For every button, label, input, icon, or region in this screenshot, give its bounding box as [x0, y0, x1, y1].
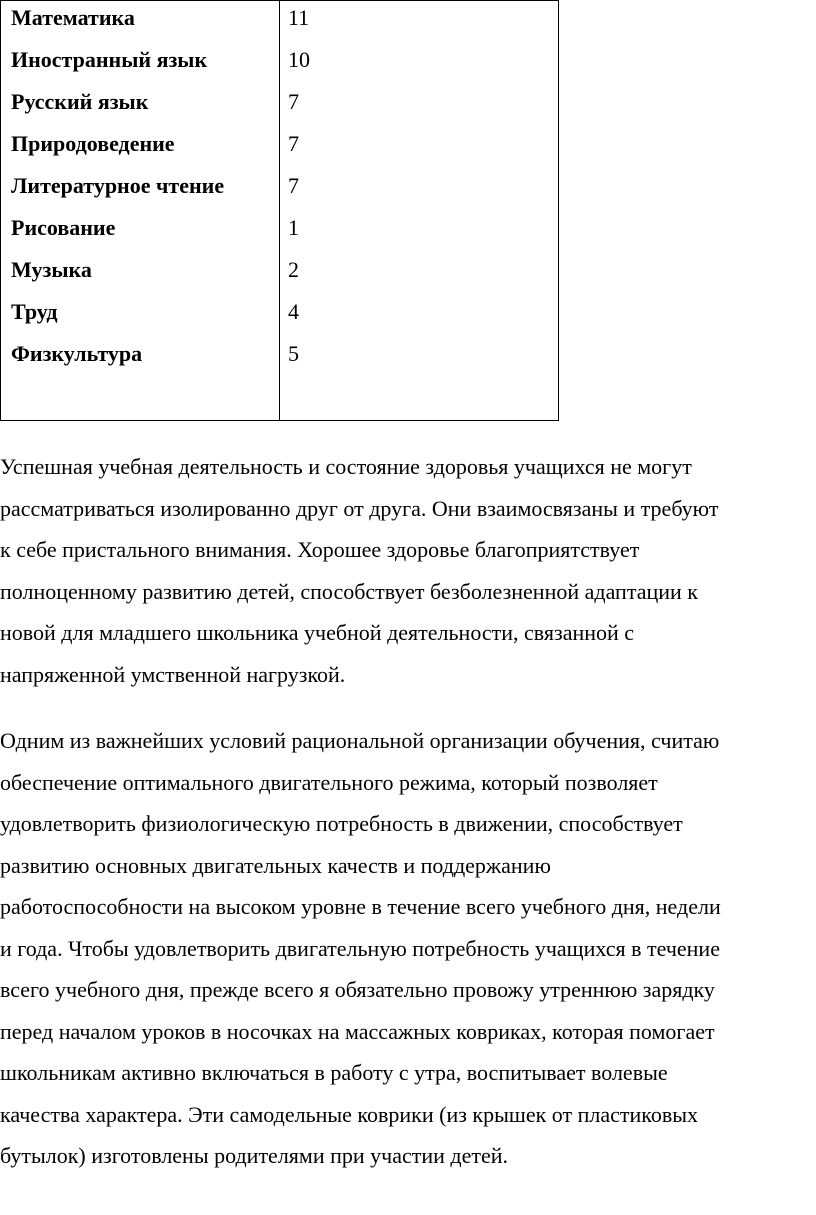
subject-name: Природоведение [11, 131, 175, 156]
subject-hours: 7 [288, 131, 299, 156]
subject-hours: 7 [288, 173, 299, 198]
paragraph-line: качества характера. Эти самодельные коврики (из крышек от пластиковых [0, 1101, 699, 1127]
subject-name: Физкультура [11, 341, 143, 366]
paragraph-line: обеспечение оптимального двигательного режима, который позволяет [0, 769, 658, 795]
paragraph-line: работоспособности на высоком уровне в течение всего учебного дня, недели [0, 894, 721, 919]
subject-names-cell [1, 1, 280, 421]
subject-hours: 4 [288, 299, 299, 324]
paragraph-line: всего учебного дня, прежде всего я обязательно провожу утреннюю зарядку [0, 977, 715, 1002]
subject-hours-list [280, 1, 558, 381]
subject-hours: 2 [288, 257, 299, 282]
paragraph-line: напряженной умственной нагрузкой. [0, 661, 346, 687]
subjects-hours-table [0, 0, 559, 421]
paragraph-line: перед началом уроков в носочках на массажных ковриках, которая помогает [0, 1018, 715, 1044]
subject-hours: 11 [288, 5, 310, 30]
paragraph-line: удовлетворить физиологическую потребность в движении, способствует [0, 811, 683, 836]
subject-name: Труд [11, 299, 58, 324]
subject-name: Математика [11, 5, 135, 30]
paragraph-line: бутылок) изготовлены родителями при участии детей. [0, 1143, 509, 1168]
paragraph-line: новой для младшего школьника учебной деятельности, связанной с [0, 620, 635, 645]
paragraph-line: и года. Чтобы удовлетворить двигательную потребность учащихся в течение [0, 935, 720, 961]
paragraph-line: к себе пристального внимания. Хорошее здоровье благоприятствует [0, 537, 640, 562]
table-row [1, 1, 559, 421]
paragraph-motor-regime [0, 720, 810, 1177]
subject-name: Рисование [11, 215, 116, 240]
paragraph-line: Одним из важнейших условий рациональной организации обучения, считаю [0, 728, 720, 753]
paragraph-line: полноценному развитию детей, способствует безболезненной адаптации к [0, 578, 698, 604]
subject-hours: 10 [288, 47, 310, 72]
subject-name-list [1, 1, 279, 381]
paragraph-line: Успешная учебная деятельность и состояние здоровья учащихся не могут [0, 454, 692, 479]
subject-name: Иностранный язык [11, 47, 208, 72]
subject-name: Музыка [11, 257, 92, 282]
subject-hours-cell [280, 1, 559, 421]
subject-hours: 1 [288, 215, 299, 240]
subject-name: Русский язык [11, 89, 149, 114]
paragraph-line: рассматриваться изолированно друг от друга. Они взаимосвязаны и требуют [0, 495, 719, 521]
paragraph-line: развитию основных двигательных качеств и поддержанию [0, 852, 551, 878]
subject-name: Литературное чтение [11, 173, 225, 198]
paragraph-health-and-learning [0, 446, 810, 695]
paragraph-line: школьникам активно включаться в работу с утра, воспитывает волевые [0, 1060, 668, 1085]
subject-hours: 5 [288, 341, 299, 366]
subject-hours: 7 [288, 89, 299, 114]
